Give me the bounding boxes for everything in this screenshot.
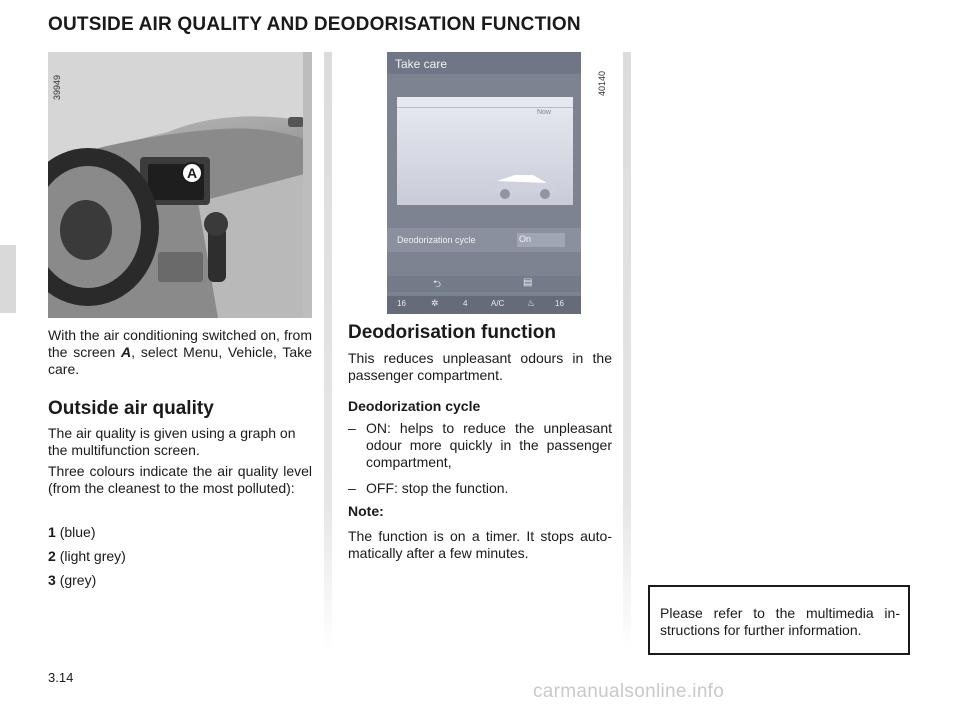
marker-a: A [181,162,203,184]
quality-level-2-label: (light grey) [59,548,126,564]
temp-right: 16 [555,299,564,308]
menu-icon[interactable]: ▤ [523,277,533,288]
fan-level: 4 [463,299,468,308]
section-tab [0,245,16,313]
quality-level-1-number: 1 [48,524,56,540]
temp-left: 16 [397,299,406,308]
screen-status-bar [387,296,581,314]
intro-text-pre: With the air conditioning switched on, from the screen [48,327,312,360]
column-divider-right [623,52,631,652]
list-item-off-text: OFF: stop the function. [366,480,509,496]
deodorization-toggle[interactable] [517,233,565,247]
note-paragraph: The function is on a timer. It stops auto-matically after a few minutes. [348,528,612,561]
ac-label[interactable]: A/C [491,299,505,308]
graph-now-label: Now [536,109,551,116]
heading-deodorisation: Deodorisation function [348,322,556,343]
quality-level-3 [48,572,96,589]
back-icon[interactable]: ⮌ [433,279,442,290]
air-quality-graph [397,97,573,205]
page-title: OUTSIDE AIR QUALITY AND DEODORISATION FUNCTION [48,14,581,35]
photo-reference-code: 39949 [52,74,62,100]
air-quality-paragraph-2: Three colours indicate the air quality level (from the cleanest to the most polluted): [48,463,312,496]
column-divider-left [324,52,332,652]
dash-marker: – [348,480,356,496]
list-item-on-text: ON: helps to reduce the unpleasant odour more quickly in the passenger compartment, [366,420,612,470]
quality-level-1-label: (blue) [59,524,96,540]
multimedia-screen [387,52,581,314]
watermark: carmanualsonline.info [533,681,725,702]
quality-level-3-label: (grey) [59,572,97,588]
quality-level-3-number: 3 [48,572,56,588]
dashboard-photo [48,52,312,318]
heater-icon[interactable]: ♨ [527,298,536,308]
deodorisation-paragraph: This reduces unpleasant odours in the passenger compartment. [348,350,612,383]
heading-air-quality: Outside air quality [48,398,214,419]
quality-level-2-number: 2 [48,548,56,564]
list-item-on [348,420,612,471]
intro-text-post: , select Menu, Vehicle, Take care. [48,344,312,377]
quality-level-2 [48,548,126,565]
list-item-off [348,480,612,497]
dashboard-illustration [48,52,312,318]
car-icon [397,97,573,205]
fan-icon[interactable]: ✲ [431,298,439,308]
screen-nav-bar [387,276,581,292]
screen-reference: A [121,344,132,360]
note-label: Note: [348,503,384,519]
screen-header-title: Take care [395,57,448,71]
intro-paragraph [48,327,312,378]
info-box [648,585,910,655]
subheading-deodorization-cycle: Deodorization cycle [348,398,481,414]
air-quality-paragraph-1: The air quality is given using a graph on the multifunction screen. [48,425,296,458]
page-number: 3.14 [48,670,74,685]
screen-reference-code: 40140 [597,70,607,96]
toggle-value: On [519,234,532,244]
deodorization-label: Deodorization cycle [397,235,476,245]
info-box-text: Please refer to the multimedia in-structions for further information. [660,605,900,638]
quality-level-1 [48,524,95,541]
dash-marker: – [348,420,356,436]
